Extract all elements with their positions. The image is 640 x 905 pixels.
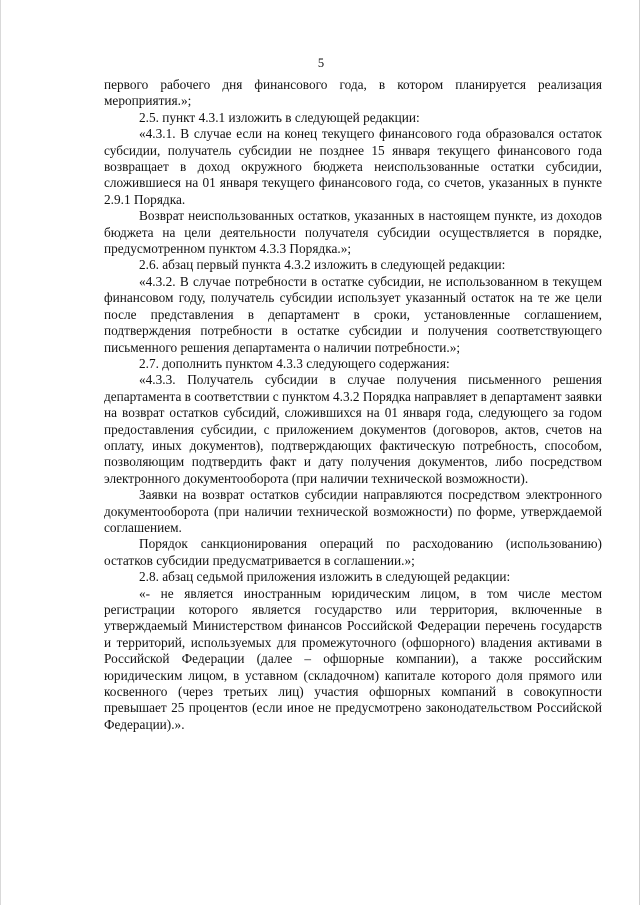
paragraph-return-of-balances: Возврат неиспользованных остатков, указанных в настоящем пункте, из доходов бюджета на цели деятельности получателя субсидии осуществляется в порядке, предусмотренном пунктом 4.3.3 Порядка.»; [104,208,602,257]
paragraph-offshore-clause: «- не является иностранным юридическим лицом, в том числе местом регистрации которого является государство или территория, включенные в утверждаемый Министерством финансов Российской Федерации перечень государств и территорий, используемых для промежуточного (офшорного) владения активами в Российской Федерации (далее – офшорные компании), а также российским юридическим лицом, в уставном (складочном) капитале которого доля прямого или косвенного (через третьих лиц) участия офшорных компаний в совокупности превышает 25 процентов (если иное не предусмотрено законодательством Российской Федерации).». [104,585,602,732]
paragraph-applications: Заявки на возврат остатков субсидии направляются посредством электронного документооборота (при наличии технической возможности) по форме, утверждаемой соглашением. [104,487,602,535]
paragraph-item-2-8: 2.8. абзац седьмой приложения изложить в следующей редакции: [139,569,511,585]
paragraph-clause-4-3-3: «4.3.3. Получатель субсидии в случае получения письменного решения департамента в соответствии с пунктом 4.3.2 Порядка направляет в департамент заявки на возврат остатков субсидий, сложившихся на 01 января года, следующего за годом предоставления субсидии, с приложением документов (договоров, актов, счетов на оплату, иных документов), подтверждающих фактическую потребность, способом, позволяющим подтвердить факт и дату получения документов, либо посредством электронного документооборота (при наличии технической возможности). [104,372,602,486]
page-number: 5 [317,56,325,70]
paragraph-item-2-5: 2.5. пункт 4.3.1 изложить в следующей редакции: [139,109,420,125]
paragraph-item-2-6: 2.6. абзац первый пункта 4.3.2 изложить в следующей редакции: [139,257,506,273]
paragraph-clause-4-3-2: «4.3.2. В случае потребности в остатке субсидии, не использованном в текущем финансовом году, получатель субсидии использует указанный остаток на те же цели после представления в департамент в сроки, установленные соглашением, подтверждения потребности в остатке субсидии и получения соответствующего письменного решения департамента о наличии потребности.»; [104,273,602,355]
paragraph-authorization-procedure: Порядок санкционирования операций по расходованию (использованию) остатков субсидии предусматривается в соглашении.»; [104,536,602,568]
paragraph-clause-4-3-1: «4.3.1. В случае если на конец текущего финансового года образовался остаток субсидии, получатель субсидии не позднее 15 января текущего финансового года возвращает в доход окружного бюджета неиспользованные остатки субсидии, сложившиеся на 01 января текущего финансового года, со счетов, указанных в пункте 2.9.1 Порядка. [104,126,602,207]
paragraph-continuation: первого рабочего дня финансового года, в котором планируется реализация мероприятия.»; [104,77,602,109]
document-body [104,77,602,733]
paragraph-item-2-7: 2.7. дополнить пунктом 4.3.3 следующего содержания: [139,355,450,371]
